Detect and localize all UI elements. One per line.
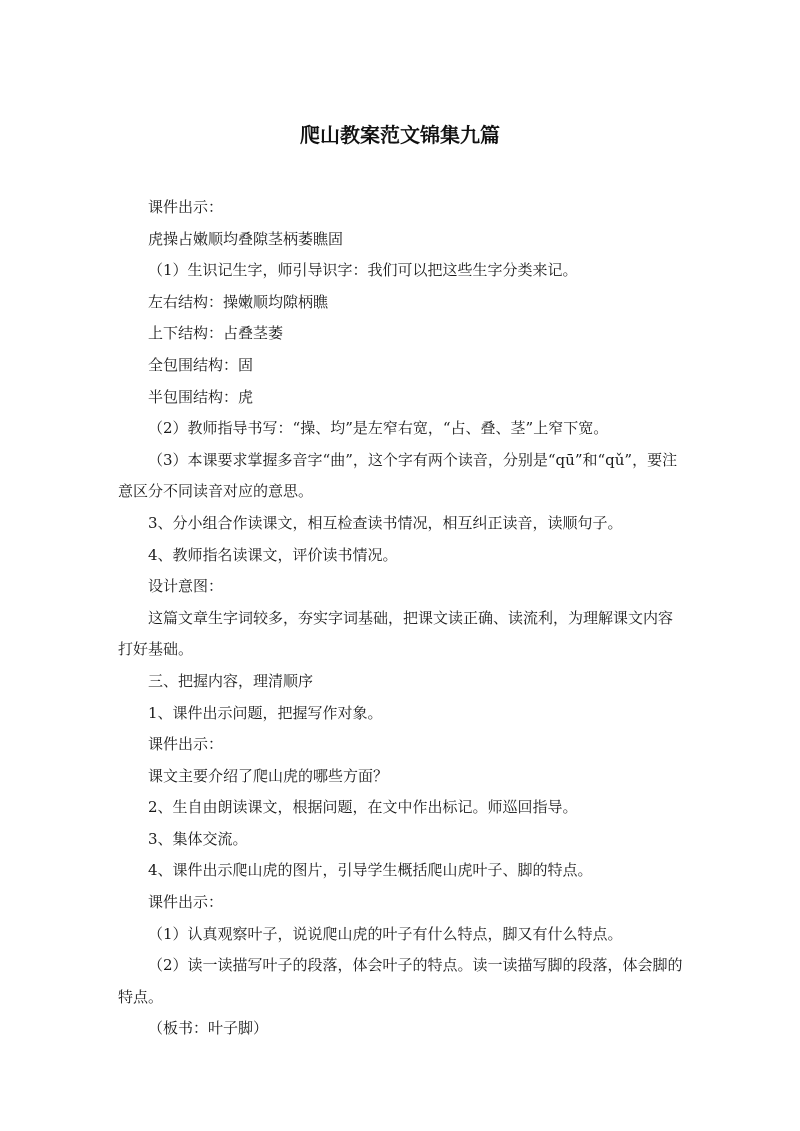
document-body [118,192,684,1045]
paragraph: 3、分小组合作读课文，相互检查读书情况，相互纠正读音，读顺句子。 [148,513,623,532]
paragraph: 3、集体交流。 [148,829,248,848]
paragraph: 课件出示： [148,893,224,912]
paragraph: （1）生识记生字，师引导识字：我们可以把这些生字分类来记。 [148,261,578,280]
paragraph: 设计意图： [148,577,224,596]
paragraph: 全包围结构：固 [148,355,254,374]
paragraph: 4、教师指名读课文，评价读书情况。 [148,545,398,564]
paragraph: 课文主要介绍了爬山虎的哪些方面？ [148,766,389,785]
paragraph: 虎操占嫩顺均叠隙茎柄萎瞧固 [148,229,344,248]
paragraph: 三、把握内容，理清顺序 [148,671,314,690]
paragraph: 1、课件出示问题，把握写作对象。 [148,703,383,722]
paragraph: （2）读一读描写叶子的段落，体会叶子的特点。读一读描写脚的段落，体会脚的特点。 [118,956,683,1006]
paragraph: 课件出示： [148,735,224,754]
paragraph: （2）教师指导书写：“操、均”是左窄右宽，“占、叠、茎”上窄下宽。 [148,419,609,438]
paragraph: 4、课件出示爬山虎的图片，引导学生概括爬山虎叶子、脚的特点。 [148,861,593,880]
paragraph: 左右结构：操嫩顺均隙柄瞧 [148,292,329,311]
paragraph: 上下结构：占叠茎萎 [148,324,284,343]
paragraph: （1）认真观察叶子，说说爬山虎的叶子有什么特点，脚又有什么特点。 [148,924,623,943]
paragraph: 半包围结构：虎 [148,387,254,406]
paragraph: （3）本课要求掌握多音字“曲”，这个字有两个读音，分别是“qū”和“qǔ”，要注意区分不同读音对应的意思。 [118,450,678,501]
document-title: 爬山教案范文锦集九篇 [300,123,500,147]
paragraph: 这篇文章生字词较多，夯实字词基础，把课文读正确、读流利，为理解课文内容打好基础。 [118,608,674,659]
paragraph: 2、生自由朗读课文，根据问题，在文中作出标记。师巡回指导。 [148,798,578,817]
paragraph: （板书：叶子脚） [148,1019,269,1038]
paragraph: 课件出示： [148,198,224,216]
